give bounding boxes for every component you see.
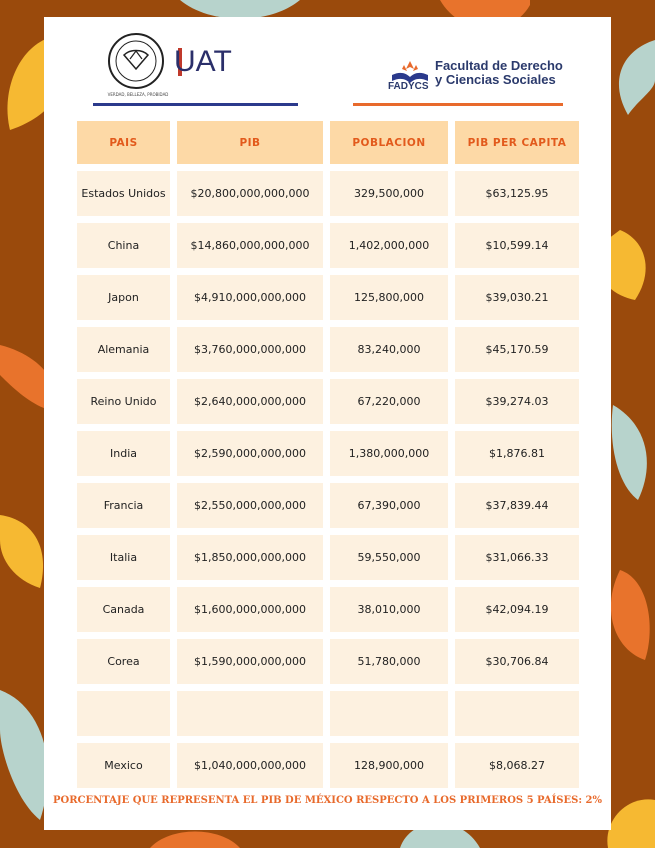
leaf-decoration-left-lower bbox=[0, 510, 50, 590]
cell-pib: $3,760,000,000,000 bbox=[177, 327, 323, 372]
uat-seal-caption: VERDAD, BELLEZA, PROBIDAD bbox=[107, 92, 169, 97]
cell-poblacion: 125,800,000 bbox=[330, 275, 448, 320]
table-row bbox=[77, 639, 579, 684]
uat-seal-icon bbox=[108, 33, 164, 89]
cell-pib bbox=[177, 691, 323, 736]
faculty-name-line2: y Ciencias Sociales bbox=[435, 72, 556, 87]
gdp-table bbox=[70, 114, 586, 795]
cell-pib: $1,600,000,000,000 bbox=[177, 587, 323, 632]
cell-pais: Corea bbox=[77, 639, 170, 684]
table-header-row bbox=[77, 121, 579, 164]
table-row bbox=[77, 587, 579, 632]
table-row bbox=[77, 691, 579, 736]
header-pib-per-capita: PIB PER CAPITA bbox=[455, 121, 579, 164]
table-row bbox=[77, 535, 579, 580]
cell-pib-per-capita: $37,839.44 bbox=[455, 483, 579, 528]
header-pais: PAIS bbox=[77, 121, 170, 164]
cell-pais bbox=[77, 691, 170, 736]
header-logos bbox=[44, 17, 611, 107]
cell-pib: $1,040,000,000,000 bbox=[177, 743, 323, 788]
table-row bbox=[77, 431, 579, 476]
cell-poblacion: 1,402,000,000 bbox=[330, 223, 448, 268]
cell-pib-per-capita: $39,274.03 bbox=[455, 379, 579, 424]
cell-pib-per-capita: $45,170.59 bbox=[455, 327, 579, 372]
content-card bbox=[44, 17, 611, 830]
cell-poblacion: 329,500,000 bbox=[330, 171, 448, 216]
cell-pais: Estados Unidos bbox=[77, 171, 170, 216]
cell-poblacion: 83,240,000 bbox=[330, 327, 448, 372]
table-row bbox=[77, 379, 579, 424]
header-pib: PIB bbox=[177, 121, 323, 164]
table-row bbox=[77, 483, 579, 528]
table-row bbox=[77, 743, 579, 788]
header-poblacion: POBLACION bbox=[330, 121, 448, 164]
fadycs-underline bbox=[353, 103, 563, 106]
cell-pib-per-capita: $30,706.84 bbox=[455, 639, 579, 684]
cell-pais: Canada bbox=[77, 587, 170, 632]
cell-pib-per-capita: $31,066.33 bbox=[455, 535, 579, 580]
cell-pib: $20,800,000,000,000 bbox=[177, 171, 323, 216]
cell-pib-per-capita: $39,030.21 bbox=[455, 275, 579, 320]
uat-logo-text: UAT bbox=[174, 45, 232, 78]
cell-pib: $4,910,000,000,000 bbox=[177, 275, 323, 320]
cell-poblacion: 51,780,000 bbox=[330, 639, 448, 684]
cell-pib: $2,640,000,000,000 bbox=[177, 379, 323, 424]
table-row bbox=[77, 327, 579, 372]
cell-poblacion: 38,010,000 bbox=[330, 587, 448, 632]
cell-pib-per-capita: $10,599.14 bbox=[455, 223, 579, 268]
cell-pais: Mexico bbox=[77, 743, 170, 788]
cell-pais: China bbox=[77, 223, 170, 268]
cell-pib: $1,850,000,000,000 bbox=[177, 535, 323, 580]
cell-pib: $2,590,000,000,000 bbox=[177, 431, 323, 476]
table-body bbox=[77, 171, 579, 788]
cell-pais: Francia bbox=[77, 483, 170, 528]
cell-poblacion: 1,380,000,000 bbox=[330, 431, 448, 476]
faculty-name-line1: Facultad de Derecho bbox=[435, 58, 563, 73]
cell-poblacion: 59,550,000 bbox=[330, 535, 448, 580]
faculty-name bbox=[435, 59, 563, 87]
cell-pib: $1,590,000,000,000 bbox=[177, 639, 323, 684]
cell-pais: Italia bbox=[77, 535, 170, 580]
cell-pib-per-capita: $8,068.27 bbox=[455, 743, 579, 788]
cell-pib: $2,550,000,000,000 bbox=[177, 483, 323, 528]
cell-pais: Reino Unido bbox=[77, 379, 170, 424]
table-row bbox=[77, 223, 579, 268]
cell-pais: Japon bbox=[77, 275, 170, 320]
uat-underline bbox=[93, 103, 298, 106]
table-row bbox=[77, 171, 579, 216]
cell-poblacion: 67,220,000 bbox=[330, 379, 448, 424]
fadycs-abbr: FADYCS bbox=[388, 81, 429, 92]
leaf-decoration-right-upper bbox=[608, 40, 655, 120]
cell-poblacion bbox=[330, 691, 448, 736]
cell-pais: Alemania bbox=[77, 327, 170, 372]
cell-pib-per-capita: $1,876.81 bbox=[455, 431, 579, 476]
cell-pib-per-capita: $42,094.19 bbox=[455, 587, 579, 632]
cell-poblacion: 67,390,000 bbox=[330, 483, 448, 528]
cell-poblacion: 128,900,000 bbox=[330, 743, 448, 788]
cell-pib-per-capita: $63,125.95 bbox=[455, 171, 579, 216]
table-row bbox=[77, 275, 579, 320]
cell-pib: $14,860,000,000,000 bbox=[177, 223, 323, 268]
leaf-decoration-right-lower bbox=[608, 405, 655, 500]
cell-pib-per-capita bbox=[455, 691, 579, 736]
footer-note: PORCENTAJE QUE REPRESENTA EL PIB DE MÉXICO RESPECTO A LOS PRIMEROS 5 PAÍSES: 2% bbox=[53, 795, 602, 806]
cell-pais: India bbox=[77, 431, 170, 476]
